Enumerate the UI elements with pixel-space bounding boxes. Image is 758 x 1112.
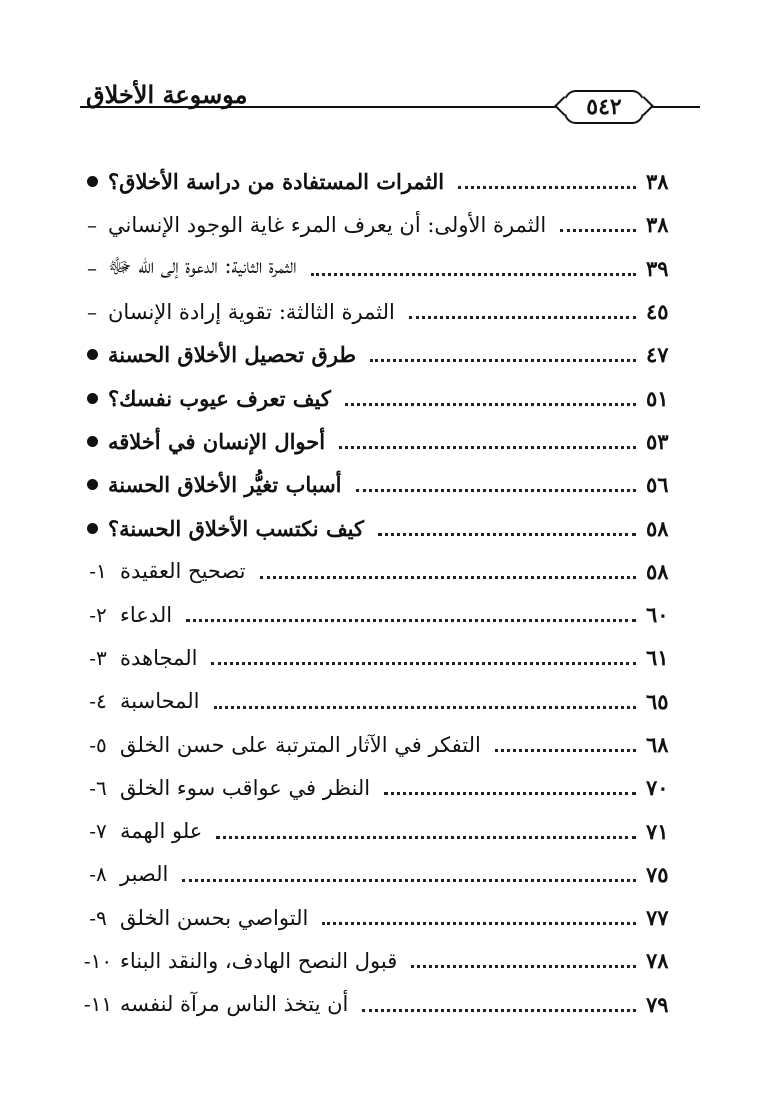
- toc-entry-title: تصحيح العقيدة: [120, 559, 246, 584]
- bullet-icon: [80, 349, 104, 360]
- dot-leader: [378, 533, 636, 536]
- item-number: ٦-: [89, 775, 107, 800]
- dot-leader: [370, 359, 636, 362]
- toc-entry[interactable]: [80, 463, 680, 506]
- toc-entry-title: التفكر في الآثار المترتبة على حسن الخلق: [120, 732, 481, 757]
- toc-entry-title: الثمرة الأولى: أن يعرف المرء غاية الوجود الإنساني: [108, 212, 547, 237]
- toc-page-number: ٤٥: [646, 299, 669, 325]
- toc-entry[interactable]: [80, 636, 680, 679]
- dot-leader: [311, 273, 636, 276]
- dot-leader: [356, 489, 636, 492]
- item-number: ٥-: [89, 732, 107, 757]
- dot-leader: [322, 922, 636, 925]
- toc-page-number: ٥٨: [646, 515, 669, 541]
- dot-leader: [182, 879, 636, 882]
- toc-entry[interactable]: [80, 550, 680, 593]
- table-of-contents: [80, 160, 680, 1026]
- toc-page-number: ٧١: [646, 818, 669, 844]
- dot-leader: [495, 749, 636, 752]
- bullet-dot: [87, 393, 98, 404]
- toc-entry[interactable]: [80, 723, 680, 766]
- item-number: ١١-: [83, 992, 113, 1017]
- dash-icon: –: [87, 256, 97, 281]
- toc-entry-title: أن يتخذ الناس مرآة لنفسه: [120, 992, 349, 1017]
- toc-entry-title: قبول النصح الهادف، والنقد البناء: [120, 948, 398, 973]
- toc-entry[interactable]: [80, 420, 680, 463]
- item-number: ١٠-: [83, 948, 113, 973]
- toc-entry[interactable]: [80, 376, 680, 419]
- toc-entry-title: الثمرات المستفادة من دراسة الأخلاق؟: [108, 169, 445, 195]
- toc-page-number: ٣٨: [646, 212, 669, 238]
- dot-leader: [214, 706, 636, 709]
- toc-entry[interactable]: [80, 853, 680, 896]
- toc-page-number: ٣٨: [646, 169, 669, 195]
- toc-entry-title: أسباب تغيُّر الأخلاق الحسنة: [108, 472, 342, 498]
- book-title: موسوعة الأخلاق: [86, 80, 248, 109]
- toc-entry[interactable]: [80, 939, 680, 982]
- toc-entry-title: الثمرة الثالثة: تقوية إرادة الإنسان: [108, 299, 395, 324]
- toc-entry[interactable]: [80, 896, 680, 939]
- toc-entry-title: الثمرة الثانية: الدعوة إلى الله ﷻ: [108, 253, 297, 278]
- toc-page-number: ٥٣: [646, 428, 669, 454]
- bullet-dot: [87, 176, 98, 187]
- item-number: ٨-: [89, 862, 107, 887]
- bullet-icon: [80, 523, 104, 534]
- bullet-dot: [87, 523, 98, 534]
- toc-entry[interactable]: [80, 983, 680, 1026]
- toc-entry-title: علو الهمة: [120, 819, 203, 844]
- toc-entry-title: أحوال الإنسان في أخلاقه: [108, 428, 326, 454]
- toc-page-number: ٧٥: [646, 861, 669, 887]
- toc-entry[interactable]: [80, 290, 680, 333]
- toc-entry[interactable]: [80, 809, 680, 852]
- toc-page-number: ٤٧: [646, 342, 669, 368]
- toc-entry[interactable]: [80, 160, 680, 203]
- page-number: ٥٤٢: [586, 94, 622, 120]
- toc-entry-title: التواصي بحسن الخلق: [120, 905, 309, 930]
- toc-entry-title: كيف تعرف عيوب نفسك؟: [108, 385, 331, 411]
- toc-entry-title: طرق تحصيل الأخلاق الحسنة: [108, 342, 357, 368]
- dot-leader: [560, 229, 636, 232]
- toc-entry-title: المحاسبة: [120, 689, 200, 714]
- toc-entry[interactable]: [80, 506, 680, 549]
- toc-entry[interactable]: [80, 333, 680, 376]
- toc-entry-title: النظر في عواقب سوء الخلق: [120, 775, 371, 800]
- dot-leader: [216, 836, 636, 839]
- toc-page-number: ٥١: [646, 385, 669, 411]
- dot-leader: [339, 446, 636, 449]
- item-number: ٢-: [89, 602, 107, 627]
- toc-page-number: ٧٧: [646, 905, 669, 931]
- dot-leader: [384, 792, 636, 795]
- bullet-dot: [87, 479, 98, 490]
- toc-page-number: ٦٠: [646, 602, 669, 628]
- dot-leader: [186, 619, 636, 622]
- bullet-dot: [87, 436, 98, 447]
- dot-leader: [411, 965, 636, 968]
- bullet-dot: [87, 349, 98, 360]
- bullet-icon: [80, 393, 104, 404]
- toc-entry-title: كيف نكتسب الأخلاق الحسنة؟: [108, 515, 365, 541]
- toc-entry[interactable]: [80, 766, 680, 809]
- dash-icon: –: [87, 299, 97, 324]
- dot-leader: [211, 662, 636, 665]
- dash-icon: –: [87, 212, 97, 237]
- toc-page-number: ٧٨: [646, 948, 669, 974]
- bullet-icon: [80, 436, 104, 447]
- toc-entry[interactable]: [80, 593, 680, 636]
- toc-entry[interactable]: [80, 247, 680, 290]
- dot-leader: [458, 186, 636, 189]
- toc-page-number: ٥٨: [646, 558, 669, 584]
- toc-page-number: ٧٠: [646, 775, 669, 801]
- toc-entry-title: المجاهدة: [120, 645, 198, 670]
- item-number: ٧-: [89, 819, 107, 844]
- toc-entry-title: الدعاء: [120, 602, 173, 627]
- item-number: ٣-: [89, 645, 107, 670]
- toc-page-number: ٥٦: [646, 472, 669, 498]
- page-header: [80, 70, 700, 130]
- toc-entry[interactable]: [80, 203, 680, 246]
- toc-page-number: ٦٨: [646, 732, 669, 757]
- dot-leader: [409, 316, 636, 319]
- toc-entry[interactable]: [80, 680, 680, 723]
- item-number: ١-: [89, 559, 107, 584]
- bullet-icon: [80, 176, 104, 187]
- dot-leader: [362, 1009, 636, 1012]
- toc-page-number: ٧٩: [646, 991, 669, 1017]
- dot-leader: [345, 403, 636, 406]
- item-number: ٤-: [89, 689, 107, 714]
- page-number-ornament: [564, 90, 644, 124]
- toc-page-number: ٦٥: [646, 688, 669, 714]
- toc-entry-title: الصبر: [120, 862, 169, 887]
- toc-page-number: ٣٩: [646, 255, 669, 281]
- item-number: ٩-: [89, 905, 107, 930]
- toc-page-number: ٦١: [646, 645, 669, 671]
- dot-leader: [260, 576, 636, 579]
- bullet-icon: [80, 479, 104, 490]
